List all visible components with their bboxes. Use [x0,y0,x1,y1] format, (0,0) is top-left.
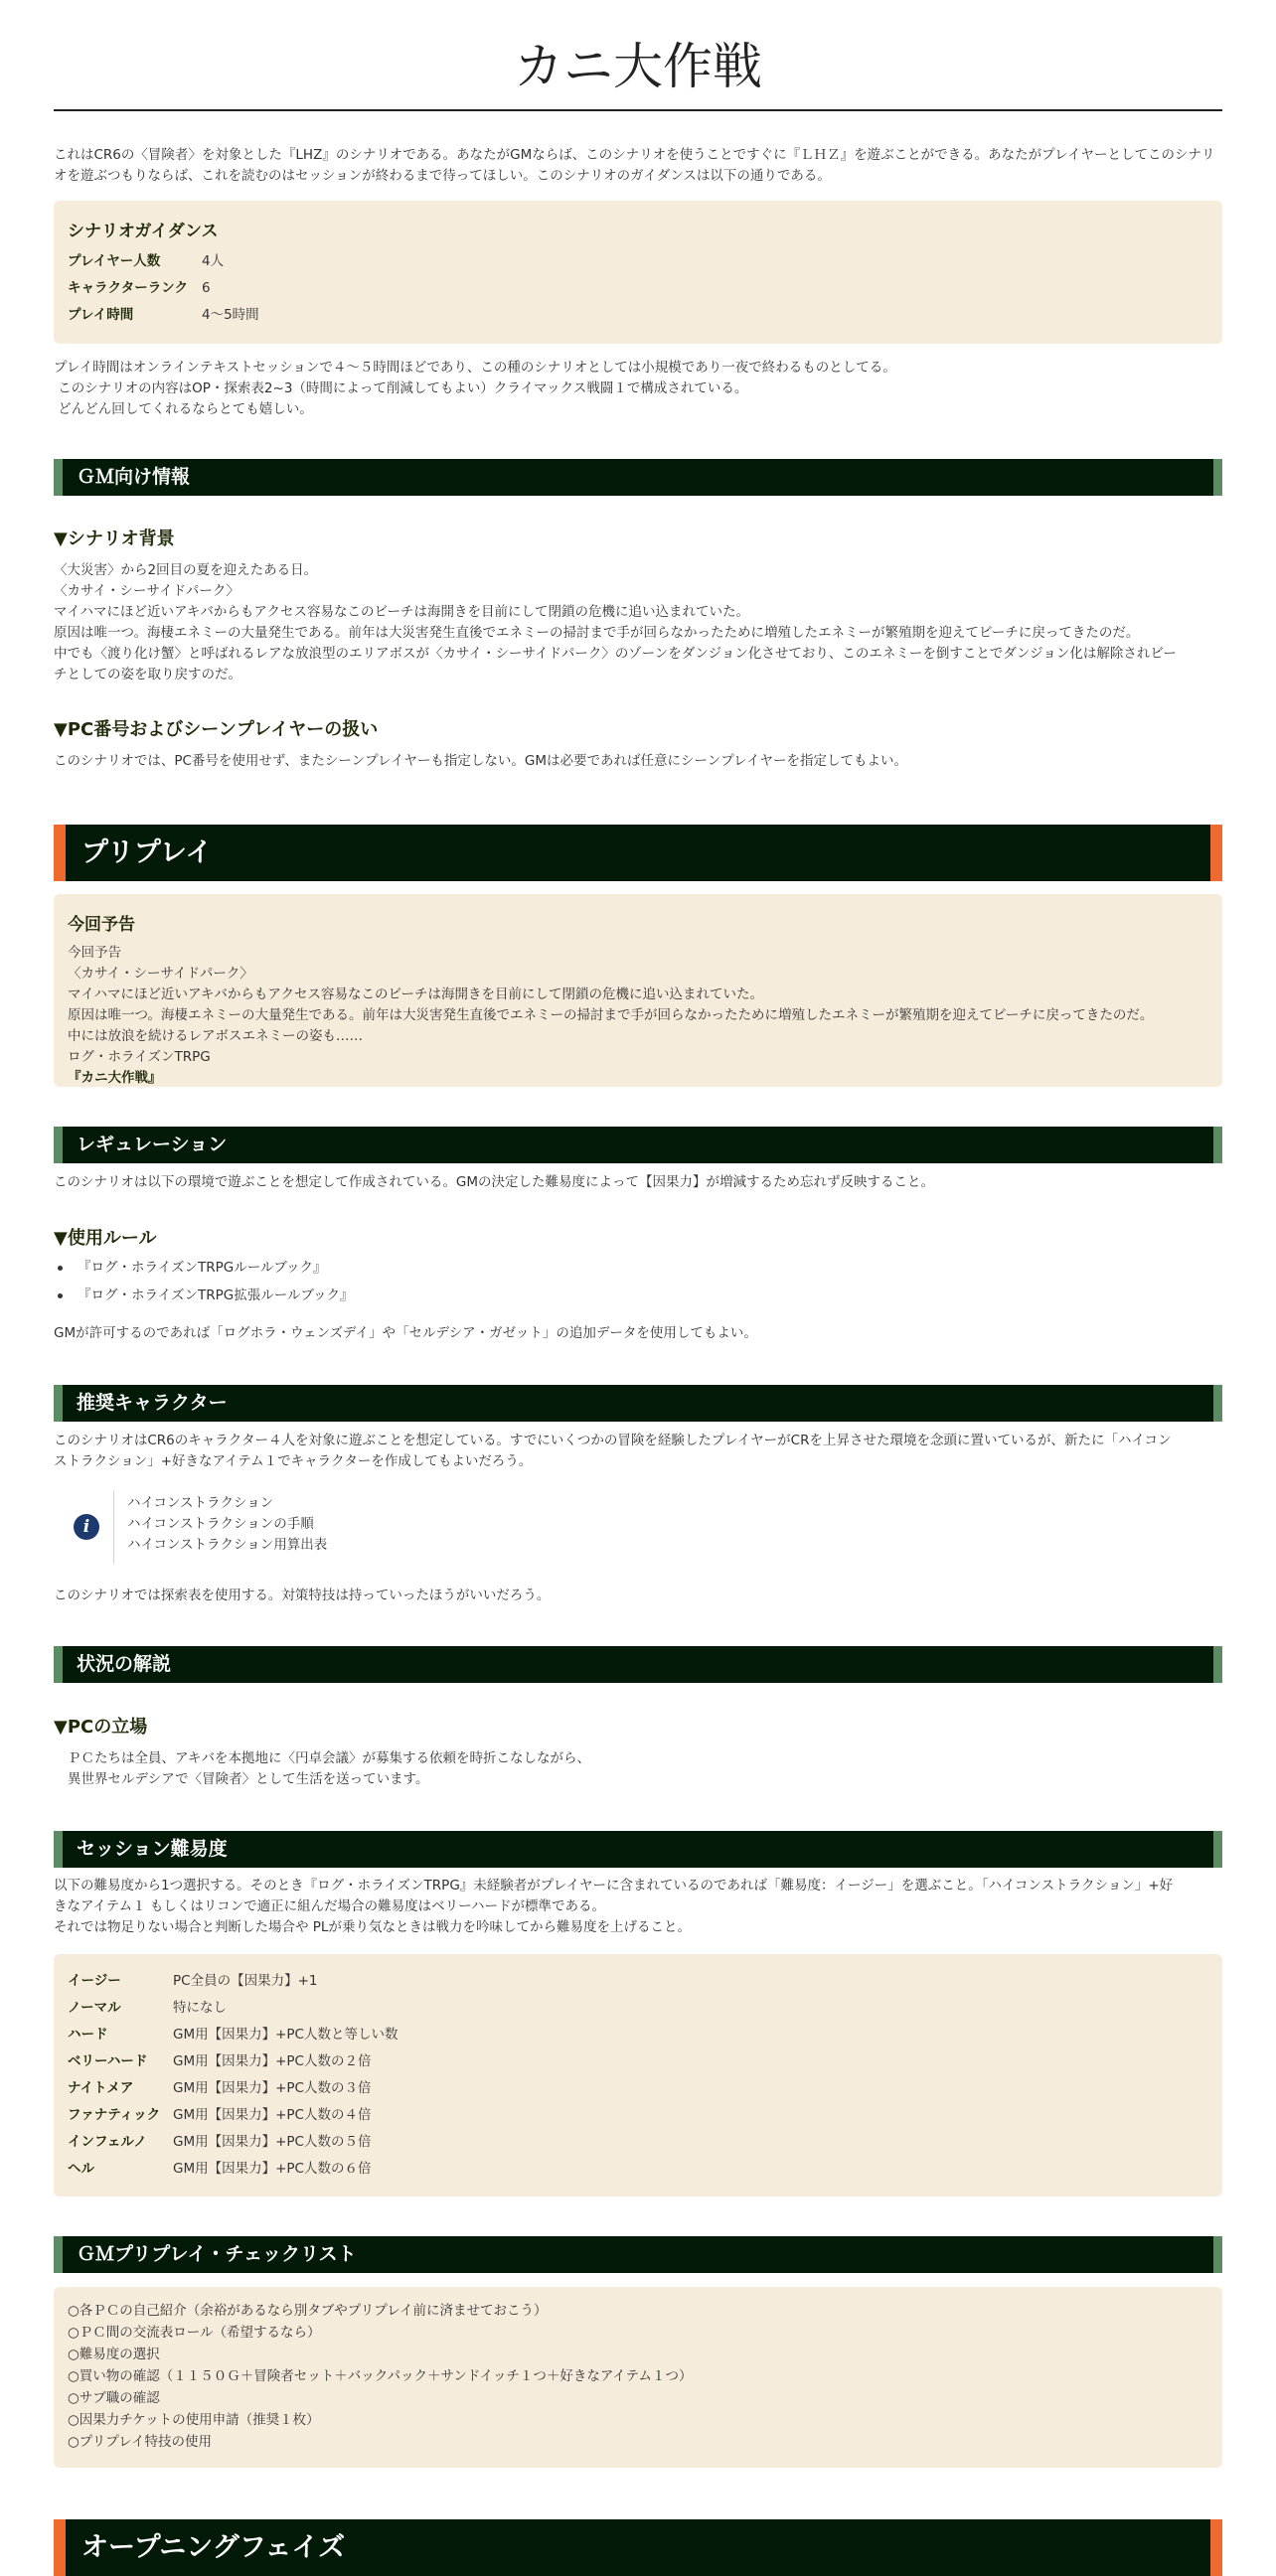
preview-line: 〈カサイ・シーサイドパーク〉 [68,966,253,982]
characters-line: ストラクション」+好きなアイテム１でキャラクターを作成してもよいだろう。 [54,1453,533,1469]
background-line: チとしての姿を取り戻すのだ。 [54,667,241,682]
characters-note: このシナリオでは探索表を使用する。対策特技は持っていったほうがいいだろう。 [54,1588,551,1603]
difficulty-effect: GM用【因果力】+PC人数の３倍 [173,2080,372,2096]
section-heading-preplay: プリプレイ [54,825,1222,881]
checklist-item: ○難易度の選択 [68,2347,160,2362]
difficulty-level: ハード [68,2027,108,2043]
page-title: カニ大作戦 [54,24,1222,111]
difficulty-row [68,2156,399,2183]
background-line: マイハマにほど近いアキバからもアクセス容易なこのビーチは海開きを目前にして閉鎖の危機に追い込まれていた。 [54,604,749,620]
difficulty-row [68,1968,399,1995]
section-heading-situation: 状況の解説 [54,1646,1222,1683]
difficulty-effect: PC全員の【因果力】+1 [173,1973,318,1989]
info-link-procedure[interactable]: ハイコンストラクションの手順 [127,1516,314,1532]
checklist-item: ○買い物の確認（１１５０Ｇ＋冒険者セット＋バックパック＋サンドイッチ１つ＋好きなアイテム１つ） [68,2368,693,2384]
preview-line: 原因は唯一つ。海棲エネミーの大量発生である。前年は大災害発生直後でエネミーの掃討まで手が回らなかったために増殖したエネミーが繁殖期を迎えてビーチに戻ってきたのだ。 [68,1007,1154,1023]
difficulty-effect: GM用【因果力】+PC人数の４倍 [173,2107,372,2123]
difficulty-row [68,2102,399,2129]
section-heading-gm-info: ＧＭ向け情報 [54,459,1222,496]
regulation-note: GMが許可するのであれば「ログホラ・ウェンズデイ」や「セルデシア・ガゼット」の追加データを使用してもよい。 [54,1325,757,1341]
difficulty-level: ファナティック [68,2107,161,2123]
info-link-high-construction[interactable]: ハイコンストラクション [127,1495,274,1511]
difficulty-level: ベリーハード [68,2053,148,2069]
difficulty-effect: GM用【因果力】+PC人数の５倍 [173,2134,372,2150]
subheading-pc-role: ▼PCの立場 [54,1717,148,1738]
characters-line: このシナリオはCR6のキャラクター４人を対象に遊ぶことを想定している。すでにいくつかの冒険を経験したプレイヤーがCRを上昇させた環境を念頭に置いているが、新たに「ハイコン [54,1433,1172,1448]
difficulty-level: ヘル [68,2161,94,2177]
difficulty-level: イージー [68,1973,121,1989]
preview-box [54,894,1222,1087]
info-callout [54,1487,1222,1567]
section-heading-checklist: ＧＭプリプレイ・チェックリスト [54,2236,1222,2273]
playtime-note: プレイ時間はオンラインテキストセッションで４～５時間ほどであり、この種のシナリオとしては小規模であり一夜で終わるものとしてる。 [54,360,896,376]
checklist-item: ○プリプレイ特技の使用 [68,2434,213,2450]
difficulty-effect: 特になし [173,2000,227,2016]
guidance-value: 6 [202,280,211,296]
difficulty-level: ノーマル [68,2000,121,2016]
subheading-background: ▼シナリオ背景 [54,529,175,549]
difficulty-level: ナイトメア [68,2080,134,2096]
guidance-row [68,302,259,329]
playtime-note: どんどん回してくれるならとても嬉しい。 [54,401,313,417]
checklist-item: ○ＰＣ間の交流表ロール（希望するなら） [68,2325,321,2341]
preview-game-name: ログ・ホライズンTRPG [68,1049,211,1065]
rule-item: 『ログ・ホライズンTRPGルールブック』 [78,1254,353,1282]
guidance-row [68,248,259,275]
guidance-key: キャラクターランク [68,280,188,296]
rule-item: 『ログ・ホライズンTRPG拡張ルールブック』 [78,1282,353,1309]
subheading-pc-number: ▼PC番号およびシーンプレイヤーの扱い [54,719,379,740]
preview-line: 今回予告 [68,945,121,961]
checklist-item: ○因果力チケットの使用申請（推奨１枚） [68,2412,320,2428]
difficulty-row [68,2022,399,2048]
info-links [127,1493,327,1556]
intro-text: これはCR6の〈冒険者〉を対象とした『LHZ』のシナリオである。あなたがGMならば、このシナリオを使うことですぐに『ＬＨＺ』を遊ぶことができる。あなたがプレイヤーとしてこのシナリオを遊ぶつもりならば、これを読むのはセッションが終わるまで待ってほしい。このシナリオのガイダンスは以下の通りである。 [54,147,1215,184]
section-heading-regulation: レギュレーション [54,1127,1222,1163]
rules-list [78,1254,353,1309]
guidance-value: 4～5時間 [202,307,259,323]
difficulty-box [54,1954,1222,2197]
preview-line-last [68,1047,1153,1089]
difficulty-level: インフェルノ [68,2134,147,2150]
pc-role-line: 異世界セルデシアで〈冒険者〉として生活を送っています。 [68,1771,429,1787]
difficulty-effect: GM用【因果力】+PC人数と等しい数 [173,2027,399,2043]
background-text [54,560,1222,685]
difficulty-line: きなアイテム１ もしくはリコンで適正に組んだ場合の難易度はベリーハードが標準である。 [54,1898,605,1914]
pc-number-text: このシナリオでは、PC番号を使用せず、またシーンプレイヤーも指定しない。GMは必要であれば任意にシーンプレイヤーを指定してもよい。 [54,753,907,769]
checklist-item: ○各ＰＣの自己紹介（余裕があるなら別タブやプリプレイ前に済ませておこう） [68,2303,548,2319]
section-heading-characters: 推奨キャラクター [54,1385,1222,1422]
playtime-notes [54,358,1222,420]
difficulty-effect: GM用【因果力】+PC人数の２倍 [173,2053,372,2069]
checklist-item: ○サブ職の確認 [68,2390,160,2406]
section-heading-opening: オープニングフェイズ [54,2519,1222,2576]
checklist-box [54,2287,1222,2468]
guidance-heading: シナリオガイダンス [68,222,219,241]
info-icon: i [74,1514,99,1540]
pc-role-line: ＰＣたちは全員、アキバを本拠地に〈円卓会議〉が募集する依頼を時折こなしながら、 [68,1750,590,1766]
preview-scenario-title: 『カニ大作戦』 [68,1070,162,1086]
background-line: 〈カサイ・シーサイドパーク〉 [54,583,239,599]
difficulty-text [54,1876,1222,1938]
background-line: 中でも〈渡り化け蟹〉と呼ばれるレアな放浪型のエリアボスが〈カサイ・シーサイドパーク〉のゾーンをダンジョン化させており、このエネミーを倒すことでダンジョン化は解除されビー [54,646,1177,662]
callout-divider [113,1490,114,1564]
characters-text [54,1431,1222,1472]
regulation-text: このシナリオは以下の環境で遊ぶことを想定して作成されている。GMの決定した難易度によって【因果力】が増減するため忘れず反映すること。 [54,1174,934,1190]
difficulty-row [68,2129,399,2156]
preview-heading: 今回予告 [68,915,135,935]
guidance-key: プレイ時間 [68,307,134,323]
guidance-row [68,275,259,302]
difficulty-row [68,1995,399,2022]
difficulty-row [68,2075,399,2102]
background-line: 原因は唯一つ。海棲エネミーの大量発生である。前年は大災害発生直後でエネミーの掃討まで手が回らなかったために増殖したエネミーが繁殖期を迎えてビーチに戻ってきたのだ。 [54,625,1140,641]
difficulty-effect: GM用【因果力】+PC人数の６倍 [173,2161,372,2177]
preview-text [68,943,1153,1089]
section-heading-difficulty: セッション難易度 [54,1831,1222,1868]
difficulty-row [68,2048,399,2075]
subheading-rules: ▼使用ルール [54,1228,157,1249]
background-line: 〈大災害〉から2回目の夏を迎えたある日。 [54,562,318,578]
checklist-items [68,2300,692,2453]
preview-line: マイハマにほど近いアキバからもアクセス容易なこのビーチは海開きを目前にして閉鎖の危機に追い込まれていた。 [68,986,763,1002]
preview-line: 中には放浪を続けるレアボスエネミーの姿も…… [68,1028,363,1044]
playtime-note: このシナリオの内容はOP・探索表2~3（時間によって削減してもよい）クライマックス戦闘１で構成されている。 [54,380,748,396]
guidance-value: 4人 [202,253,225,269]
guidance-key: プレイヤー人数 [68,253,161,269]
pc-role-text [68,1748,1236,1790]
difficulty-table [68,1968,399,2183]
info-link-table[interactable]: ハイコンストラクション用算出表 [127,1537,328,1553]
difficulty-line: それでは物足りない場合と判断した場合や PLが乗り気なときは戦力を吟味してから難易度を上げること。 [54,1919,691,1935]
difficulty-line: 以下の難易度から1つ選択する。そのとき『ログ・ホライズンTRPG』未経験者がプレイヤーに含まれているのであれば「難易度：イージー」を選ぶこと。「ハイコンストラクション」+好 [54,1878,1174,1894]
guidance-box [54,201,1222,344]
